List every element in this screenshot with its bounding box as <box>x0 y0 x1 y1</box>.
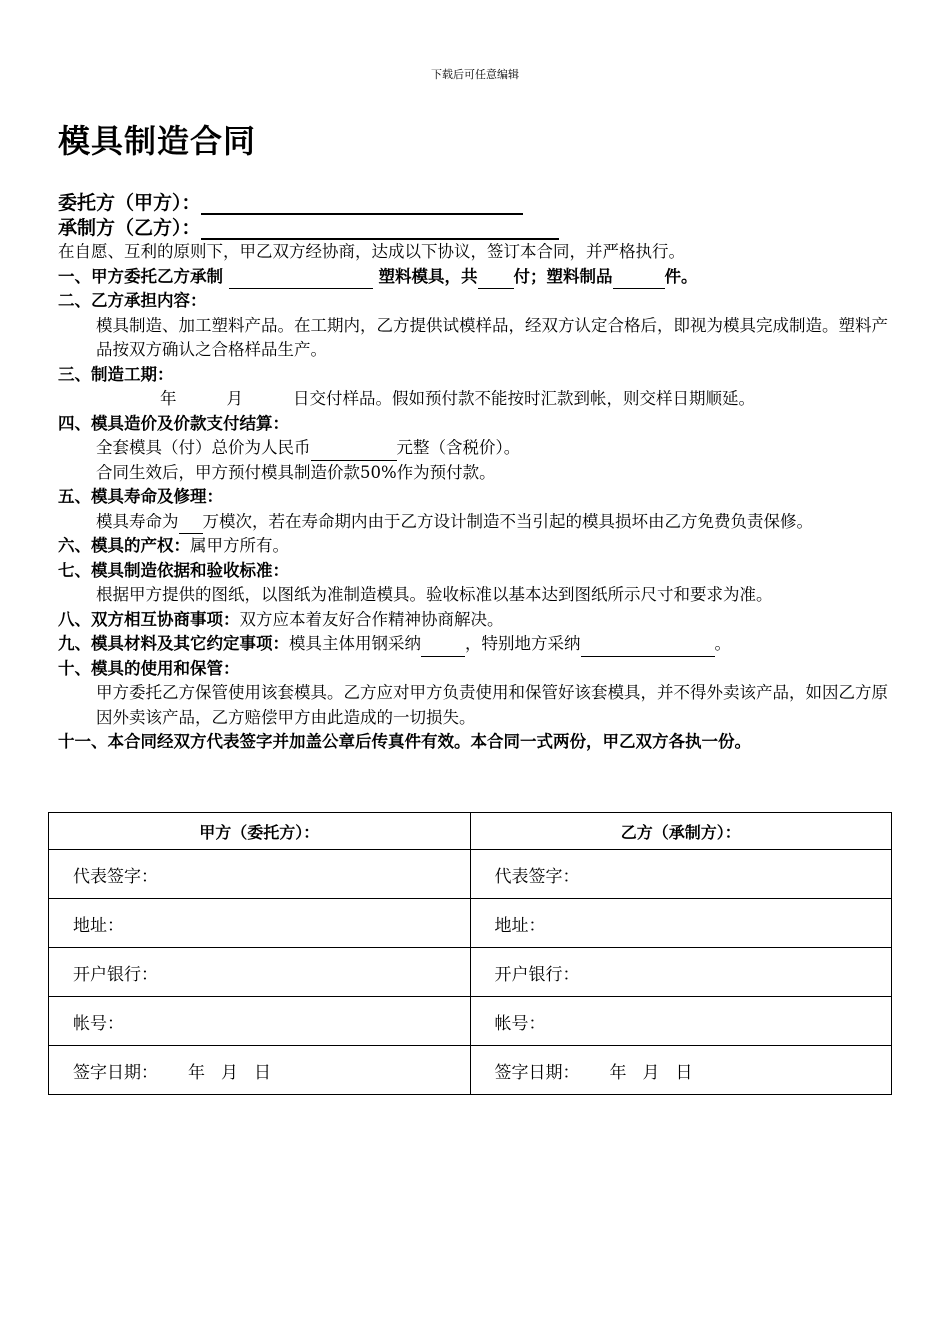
party-b-label: 承制方（乙方）： <box>58 217 201 239</box>
clause-8 <box>58 608 890 633</box>
clause-5-text-b: 万模次，若在寿命期内由于乙方设计制造不当引起的模具损坏由乙方免费负责保修。 <box>202 511 813 531</box>
clause-1-text-d: 件。 <box>664 266 698 286</box>
clause-9-text-a: 模具主体用钢采纳 <box>289 634 421 653</box>
signature-table <box>48 812 892 1095</box>
party-b-blank <box>201 220 559 240</box>
clause-3-heading: 三、制造工期： <box>58 364 174 384</box>
party-a-line <box>58 188 523 215</box>
clause-5-body <box>58 510 890 535</box>
clause-9-text-c: 。 <box>714 634 731 653</box>
clause-11: 十一、本合同经双方代表签字并加盖公章后传真件有效。本合同一式两份，甲乙双方各执一份。 <box>58 732 751 751</box>
clause-9-blank-special <box>581 638 715 657</box>
party-b-bank: 开户银行： <box>470 948 892 997</box>
clause-4-line-2: 合同生效后，甲方预付模具制造价款50%作为预付款。 <box>96 462 496 482</box>
party-a-account: 帐号： <box>49 997 471 1046</box>
party-a-header: 甲方（委托方）： <box>49 813 471 850</box>
party-a-sign-date <box>49 1046 471 1095</box>
contract-body <box>58 240 890 755</box>
clause-9 <box>58 632 890 657</box>
clause-1-blank-mold <box>229 270 373 289</box>
clause-2-body: 模具制造、加工塑料产品。在工期内，乙方提供试模样品，经双方认定合格后，即视为模具完成制造。塑料产品按双方确认之合格样品生产。 <box>96 315 888 359</box>
clause-10-body: 甲方委托乙方保管使用该套模具。乙方应对甲方负责使用和保管好该套模具，并不得外卖该产品，如因乙方原因外卖该产品，乙方赔偿甲方由此造成的一切损失。 <box>96 683 888 727</box>
party-a-month: 月 <box>221 1062 238 1083</box>
party-b-rep-sign: 代表签字： <box>470 850 892 899</box>
party-b-day: 日 <box>675 1062 693 1083</box>
clause-7-body: 根据甲方提供的图纸，以图纸为准制造模具。验收标准以基本达到图纸所示尺寸和要求为准。 <box>96 585 773 604</box>
party-b-address: 地址： <box>470 899 892 948</box>
clause-1-blank-sets <box>478 270 514 289</box>
clause-7-heading: 七、模具制造依据和验收标准： <box>58 560 289 580</box>
clause-9-blank-steel <box>421 638 465 657</box>
party-b-year: 年 <box>609 1062 627 1083</box>
clause-1 <box>58 265 890 290</box>
clause-1-text-c: 付；塑料制品 <box>513 266 613 286</box>
clause-5-text-a: 模具寿命为 <box>96 511 179 531</box>
party-b-sign-date-label: 签字日期： <box>494 1062 580 1083</box>
clause-5-blank-lifetime <box>179 515 203 534</box>
clause-5-heading: 五、模具寿命及修理： <box>58 487 223 506</box>
intro-paragraph: 在自愿、互利的原则下，甲乙双方经协商，达成以下协议，签订本合同，并严格执行。 <box>58 242 685 261</box>
table-row <box>49 899 892 948</box>
clause-9-heading: 九、模具材料及其它约定事项： <box>58 634 289 653</box>
document-title: 模具制造合同 <box>58 122 257 160</box>
party-b-header: 乙方（承制方）： <box>470 813 892 850</box>
clause-8-heading: 八、双方相互协商事项： <box>58 609 240 629</box>
clause-1-text-a: 一、甲方委托乙方承制 <box>58 266 229 286</box>
clause-1-text-b: 塑料模具，共 <box>372 266 478 286</box>
clause-9-text-b: ，特别地方采纳 <box>465 634 581 653</box>
party-b-sign-date <box>470 1046 892 1095</box>
clause-4-line-1 <box>58 436 890 461</box>
clause-8-body: 双方应本着友好合作精神协商解决。 <box>239 609 504 629</box>
clause-1-blank-pieces <box>613 270 665 289</box>
party-a-rep-sign: 代表签字： <box>49 850 471 899</box>
clause-3-month: 月 <box>226 389 243 408</box>
table-row <box>49 1046 892 1095</box>
clause-3-year: 年 <box>160 389 177 408</box>
clause-4-heading: 四、模具造价及价款支付结算： <box>58 413 289 433</box>
party-a-day: 日 <box>254 1062 271 1083</box>
clause-2-heading: 二、乙方承担内容： <box>58 291 207 310</box>
clause-3-body <box>58 387 890 412</box>
party-a-year: 年 <box>188 1062 205 1083</box>
party-a-bank: 开户银行： <box>49 948 471 997</box>
clause-10-heading: 十、模具的使用和保管： <box>58 658 240 678</box>
party-b-month: 月 <box>642 1062 660 1083</box>
table-row <box>49 948 892 997</box>
party-a-sign-date-label: 签字日期： <box>73 1062 158 1083</box>
party-a-label: 委托方（甲方）： <box>58 192 201 214</box>
clause-6-heading: 六、模具的产权： <box>58 536 190 555</box>
clause-4-blank-price <box>311 442 397 461</box>
party-b-account: 帐号： <box>470 997 892 1046</box>
clause-6-body: 属甲方所有。 <box>190 536 289 555</box>
clause-6 <box>58 534 890 559</box>
clause-4-text-b: 元整（含税价）。 <box>396 438 521 457</box>
party-a-blank <box>201 195 523 215</box>
party-a-address: 地址： <box>49 899 471 948</box>
table-row <box>49 850 892 899</box>
signature-table-header <box>49 813 892 850</box>
clause-4-text-a: 全套模具（付）总价为人民币 <box>96 438 311 457</box>
clause-3-day-text: 日交付样品。假如预付款不能按时汇款到帐，则交样日期顺延。 <box>293 389 755 408</box>
table-row <box>49 997 892 1046</box>
party-b-line <box>58 213 559 240</box>
header-note: 下载后可任意编辑 <box>431 68 519 81</box>
